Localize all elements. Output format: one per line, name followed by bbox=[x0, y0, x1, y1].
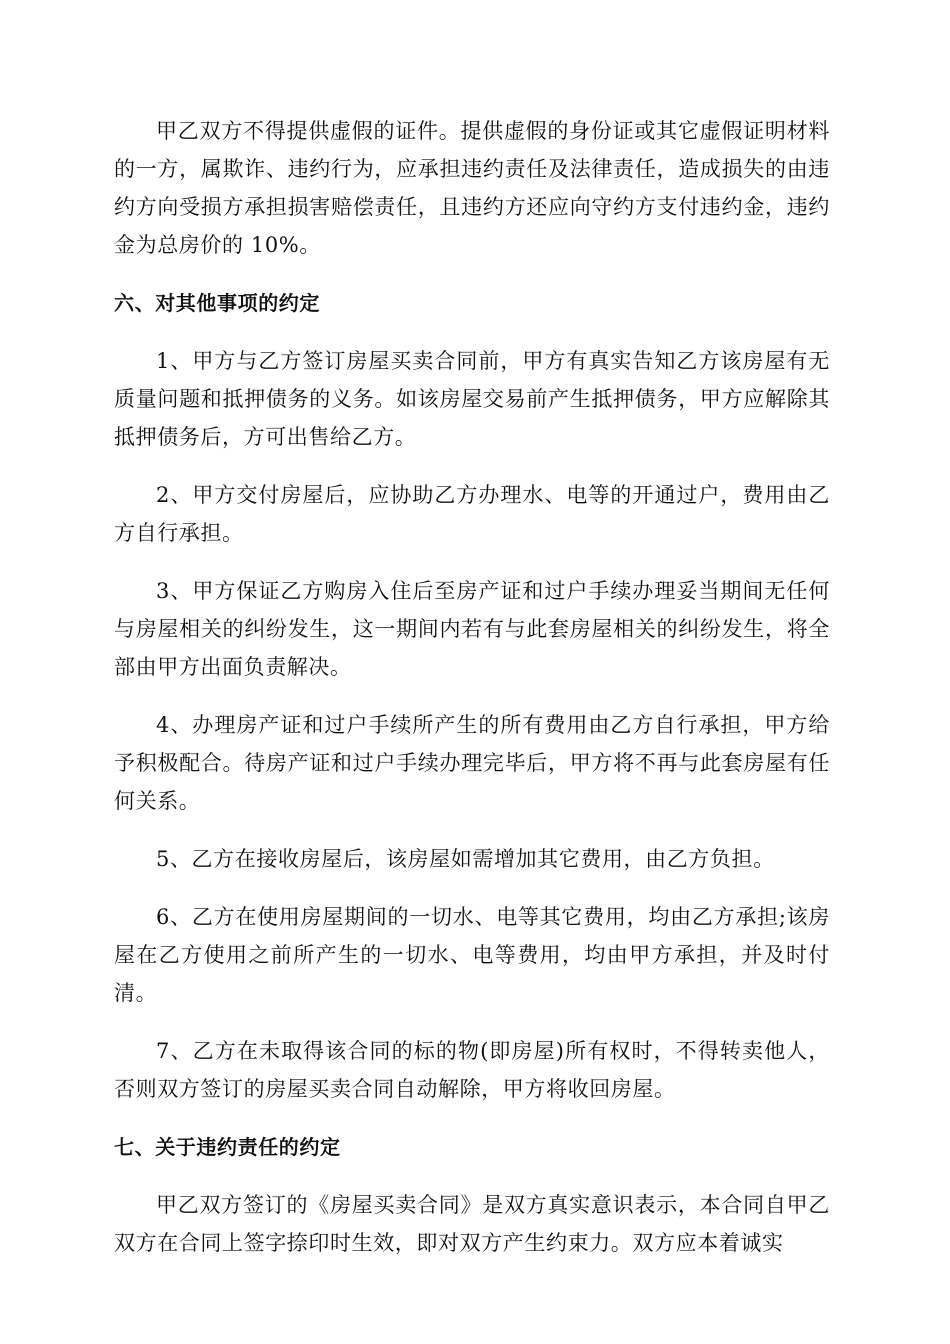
paragraph-clause-5: 5、乙方在接收房屋后，该房屋如需增加其它费用，由乙方负担。 bbox=[156, 847, 775, 871]
paragraph-clause-4: 4、办理房产证和过户手续所产生的所有费用由乙方自行承担，甲方给予积极配合。待房产证和过户手续办理完毕后，甲方将不再与此套房屋有任何关系。 bbox=[114, 713, 830, 813]
paragraph-clause-6: 6、乙方在使用房屋期间的一切水、电等其它费用，均由乙方承担;该房屋在乙方使用之前所产生的一切水、电等费用，均由甲方承担，并及时付清。 bbox=[114, 905, 830, 1005]
paragraph-false-documents-penalty: 甲乙双方不得提供虚假的证件。提供虚假的身份证或其它虚假证明材料的一方，属欺诈、违约行为，应承担违约责任及法律责任，造成损失的由违约方向受损方承担损害赔偿责任，且违约方还应向守约方支付违约金，违约金为总房价的 10%。 bbox=[114, 119, 830, 257]
paragraph-clause-3: 3、甲方保证乙方购房入住后至房产证和过户手续办理妥当期间无任何与房屋相关的纠纷发生，这一期间内若有与此套房屋相关的纠纷发生，将全部由甲方出面负责解决。 bbox=[114, 579, 830, 679]
section-heading-breach-liability: 七、关于违约责任的约定 bbox=[114, 1135, 341, 1159]
section-heading-other-matters: 六、对其他事项的约定 bbox=[114, 291, 320, 315]
paragraph-clause-1: 1、甲方与乙方签订房屋买卖合同前，甲方有真实告知乙方该房屋有无质量问题和抵押债务的义务。如该房屋交易前产生抵押债务，甲方应解除其抵押债务后，方可出售给乙方。 bbox=[114, 349, 830, 449]
document-body bbox=[114, 112, 830, 1282]
paragraph-clause-2: 2、甲方交付房屋后，应协助乙方办理水、电等的开通过户，费用由乙方自行承担。 bbox=[114, 483, 830, 545]
paragraph-contract-effect: 甲乙双方签订的《房屋买卖合同》是双方真实意识表示，本合同自甲乙双方在合同上签字捺印时生效，即对双方产生约束力。双方应本着诚实 bbox=[114, 1193, 830, 1255]
paragraph-clause-7: 7、乙方在未取得该合同的标的物(即房屋)所有权时，不得转卖他人，否则双方签订的房屋买卖合同自动解除，甲方将收回房屋。 bbox=[114, 1039, 830, 1101]
